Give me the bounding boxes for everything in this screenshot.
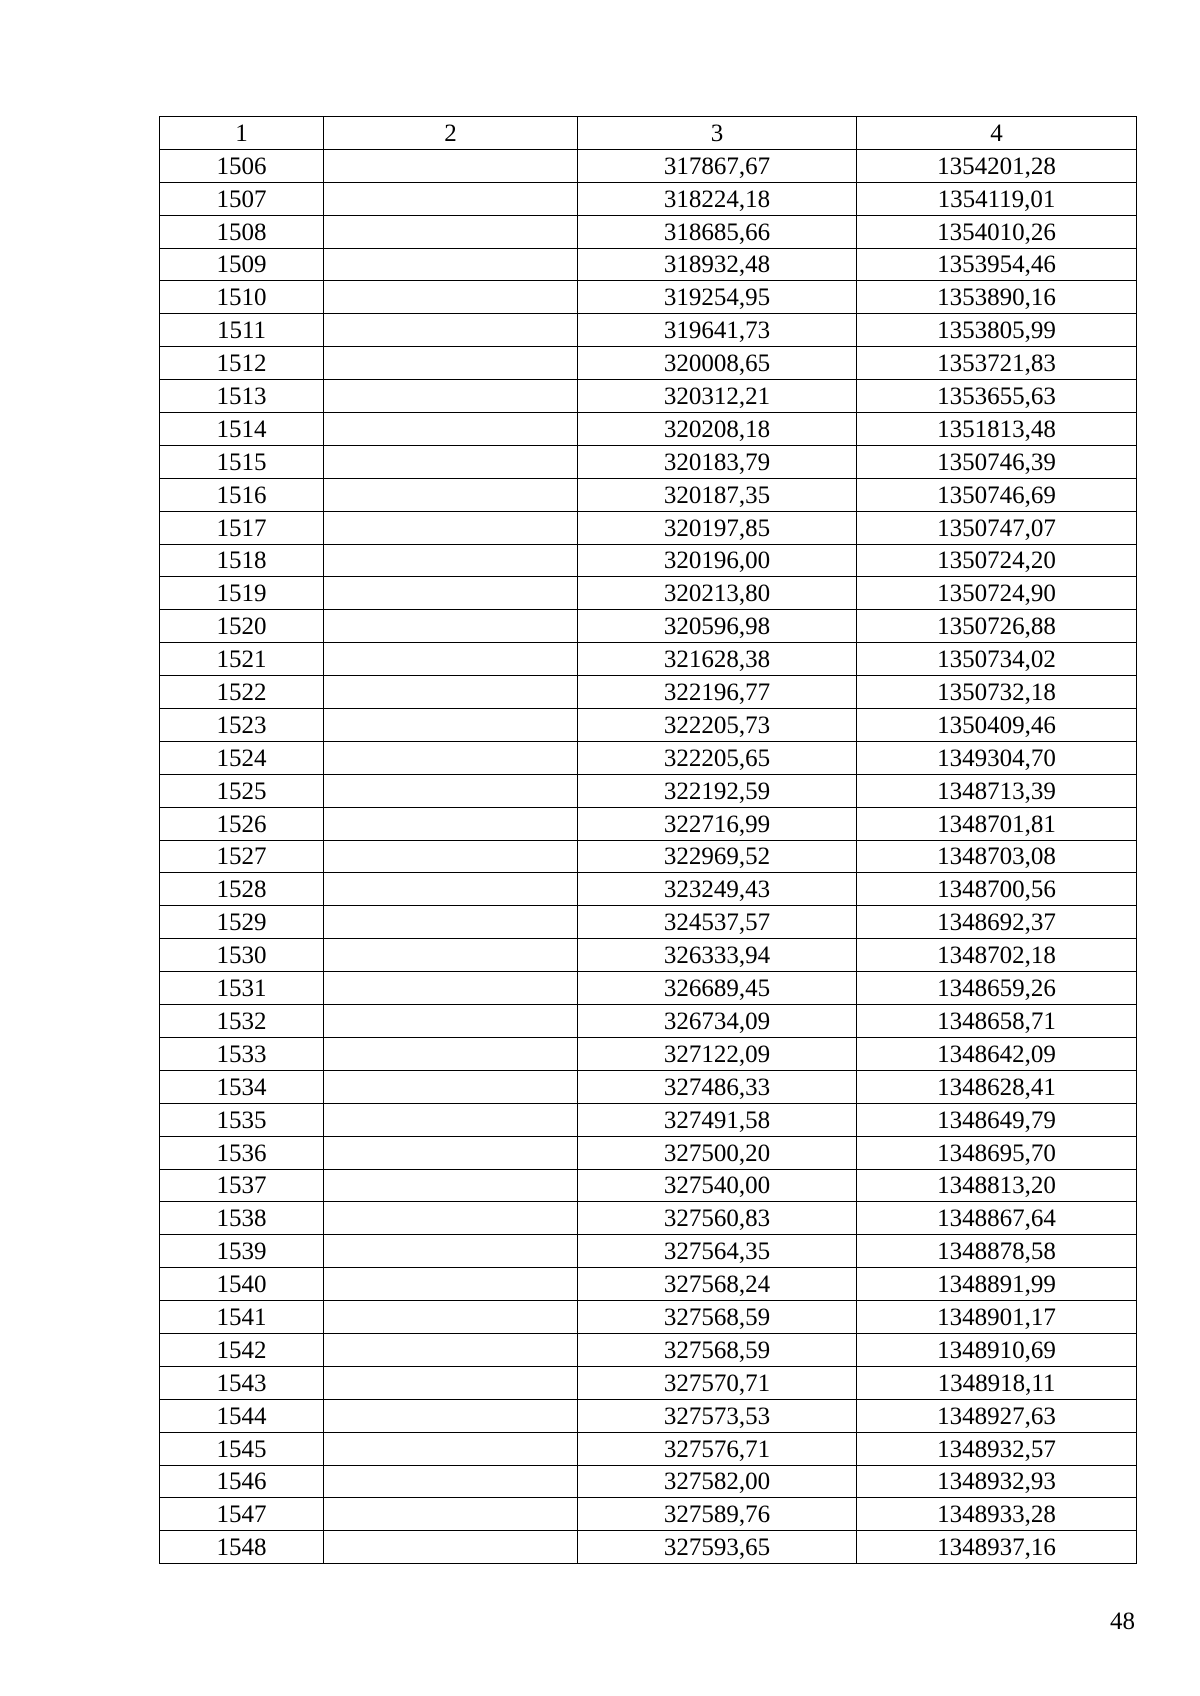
column-2-cell — [324, 939, 578, 972]
x-coordinate: 327500,20 — [578, 1136, 857, 1169]
table-row — [160, 1366, 1137, 1399]
x-coordinate: 317867,67 — [578, 149, 857, 182]
table-header — [160, 117, 1137, 150]
y-coordinate: 1350747,07 — [857, 511, 1137, 544]
table-row — [160, 741, 1137, 774]
column-2-cell — [324, 281, 578, 314]
y-coordinate: 1353890,16 — [857, 281, 1137, 314]
y-coordinate: 1348658,71 — [857, 1005, 1137, 1038]
y-coordinate: 1351813,48 — [857, 413, 1137, 446]
x-coordinate: 327576,71 — [578, 1432, 857, 1465]
table-row — [160, 1169, 1137, 1202]
y-coordinate: 1354119,01 — [857, 182, 1137, 215]
point-number: 1518 — [160, 544, 324, 577]
y-coordinate: 1348927,63 — [857, 1399, 1137, 1432]
point-number: 1528 — [160, 873, 324, 906]
x-coordinate: 320596,98 — [578, 610, 857, 643]
point-number: 1514 — [160, 413, 324, 446]
point-number: 1548 — [160, 1531, 324, 1564]
column-2-cell — [324, 741, 578, 774]
column-2-cell — [324, 709, 578, 742]
x-coordinate: 320213,80 — [578, 577, 857, 610]
y-coordinate: 1348878,58 — [857, 1235, 1137, 1268]
column-2-cell — [324, 1202, 578, 1235]
point-number: 1525 — [160, 774, 324, 807]
y-coordinate: 1350732,18 — [857, 676, 1137, 709]
column-2-cell — [324, 1268, 578, 1301]
point-number: 1530 — [160, 939, 324, 972]
y-coordinate: 1353805,99 — [857, 314, 1137, 347]
table-row — [160, 577, 1137, 610]
point-number: 1541 — [160, 1301, 324, 1334]
column-2-cell — [324, 807, 578, 840]
table-row — [160, 544, 1137, 577]
table-row — [160, 1268, 1137, 1301]
table-row — [160, 413, 1137, 446]
y-coordinate: 1350734,02 — [857, 643, 1137, 676]
x-coordinate: 322969,52 — [578, 840, 857, 873]
point-number: 1515 — [160, 445, 324, 478]
table-row — [160, 1399, 1137, 1432]
table-row — [160, 906, 1137, 939]
column-2-cell — [324, 347, 578, 380]
x-coordinate: 327486,33 — [578, 1070, 857, 1103]
column-2-cell — [324, 182, 578, 215]
y-coordinate: 1348700,56 — [857, 873, 1137, 906]
table-row — [160, 939, 1137, 972]
x-coordinate: 327540,00 — [578, 1169, 857, 1202]
table-row — [160, 281, 1137, 314]
y-coordinate: 1348628,41 — [857, 1070, 1137, 1103]
table-row — [160, 511, 1137, 544]
table-row — [160, 1136, 1137, 1169]
point-number: 1540 — [160, 1268, 324, 1301]
x-coordinate: 322192,59 — [578, 774, 857, 807]
table-row — [160, 972, 1137, 1005]
y-coordinate: 1348702,18 — [857, 939, 1137, 972]
y-coordinate: 1348692,37 — [857, 906, 1137, 939]
point-number: 1532 — [160, 1005, 324, 1038]
point-number: 1527 — [160, 840, 324, 873]
table-row — [160, 149, 1137, 182]
point-number: 1536 — [160, 1136, 324, 1169]
x-coordinate: 322716,99 — [578, 807, 857, 840]
x-coordinate: 322205,73 — [578, 709, 857, 742]
x-coordinate: 320183,79 — [578, 445, 857, 478]
column-2-cell — [324, 314, 578, 347]
column-2-cell — [324, 1169, 578, 1202]
page-number: 48 — [1110, 1608, 1135, 1635]
column-2-cell — [324, 1465, 578, 1498]
x-coordinate: 326689,45 — [578, 972, 857, 1005]
point-number: 1538 — [160, 1202, 324, 1235]
column-2-cell — [324, 149, 578, 182]
point-number: 1547 — [160, 1498, 324, 1531]
x-coordinate: 320008,65 — [578, 347, 857, 380]
point-number: 1531 — [160, 972, 324, 1005]
table-row — [160, 215, 1137, 248]
point-number: 1545 — [160, 1432, 324, 1465]
y-coordinate: 1348932,57 — [857, 1432, 1137, 1465]
table-row — [160, 610, 1137, 643]
y-coordinate: 1348659,26 — [857, 972, 1137, 1005]
column-2-cell — [324, 445, 578, 478]
header-row — [160, 117, 1137, 150]
point-number: 1523 — [160, 709, 324, 742]
x-coordinate: 318685,66 — [578, 215, 857, 248]
table-row — [160, 807, 1137, 840]
x-coordinate: 327573,53 — [578, 1399, 857, 1432]
table-row — [160, 840, 1137, 873]
point-number: 1524 — [160, 741, 324, 774]
point-number: 1522 — [160, 676, 324, 709]
x-coordinate: 327564,35 — [578, 1235, 857, 1268]
y-coordinate: 1348642,09 — [857, 1037, 1137, 1070]
y-coordinate: 1353721,83 — [857, 347, 1137, 380]
y-coordinate: 1348867,64 — [857, 1202, 1137, 1235]
y-coordinate: 1350746,69 — [857, 478, 1137, 511]
y-coordinate: 1348703,08 — [857, 840, 1137, 873]
column-2-cell — [324, 1070, 578, 1103]
point-number: 1526 — [160, 807, 324, 840]
column-2-cell — [324, 972, 578, 1005]
column-2-cell — [324, 1498, 578, 1531]
column-2-cell — [324, 610, 578, 643]
column-2-cell — [324, 215, 578, 248]
x-coordinate: 327560,83 — [578, 1202, 857, 1235]
y-coordinate: 1348713,39 — [857, 774, 1137, 807]
column-2-cell — [324, 1103, 578, 1136]
point-number: 1539 — [160, 1235, 324, 1268]
y-coordinate: 1348695,70 — [857, 1136, 1137, 1169]
x-coordinate: 326333,94 — [578, 939, 857, 972]
y-coordinate: 1348649,79 — [857, 1103, 1137, 1136]
point-number: 1537 — [160, 1169, 324, 1202]
column-2-cell — [324, 577, 578, 610]
y-coordinate: 1348918,11 — [857, 1366, 1137, 1399]
y-coordinate: 1350746,39 — [857, 445, 1137, 478]
point-number: 1529 — [160, 906, 324, 939]
point-number: 1507 — [160, 182, 324, 215]
x-coordinate: 327568,24 — [578, 1268, 857, 1301]
x-coordinate: 320196,00 — [578, 544, 857, 577]
x-coordinate: 318932,48 — [578, 248, 857, 281]
column-2-cell — [324, 380, 578, 413]
x-coordinate: 323249,43 — [578, 873, 857, 906]
table-row — [160, 478, 1137, 511]
point-number: 1509 — [160, 248, 324, 281]
column-2-cell — [324, 774, 578, 807]
table-row — [160, 1202, 1137, 1235]
column-2-cell — [324, 1235, 578, 1268]
column-2-cell — [324, 873, 578, 906]
table-row — [160, 1070, 1137, 1103]
column-2-cell — [324, 511, 578, 544]
table-row — [160, 1103, 1137, 1136]
x-coordinate: 324537,57 — [578, 906, 857, 939]
point-number: 1517 — [160, 511, 324, 544]
column-2-cell — [324, 1301, 578, 1334]
y-coordinate: 1348910,69 — [857, 1333, 1137, 1366]
column-2-cell — [324, 1333, 578, 1366]
y-coordinate: 1348933,28 — [857, 1498, 1137, 1531]
y-coordinate: 1353655,63 — [857, 380, 1137, 413]
table-row — [160, 873, 1137, 906]
column-header-3: 3 — [578, 117, 857, 150]
x-coordinate: 327568,59 — [578, 1301, 857, 1334]
table-row — [160, 643, 1137, 676]
y-coordinate: 1350726,88 — [857, 610, 1137, 643]
column-2-cell — [324, 676, 578, 709]
column-2-cell — [324, 248, 578, 281]
y-coordinate: 1348901,17 — [857, 1301, 1137, 1334]
x-coordinate: 327593,65 — [578, 1531, 857, 1564]
x-coordinate: 327122,09 — [578, 1037, 857, 1070]
x-coordinate: 327570,71 — [578, 1366, 857, 1399]
point-number: 1534 — [160, 1070, 324, 1103]
y-coordinate: 1354010,26 — [857, 215, 1137, 248]
point-number: 1542 — [160, 1333, 324, 1366]
column-2-cell — [324, 1366, 578, 1399]
table-row — [160, 1333, 1137, 1366]
column-header-2: 2 — [324, 117, 578, 150]
table-row — [160, 445, 1137, 478]
point-number: 1546 — [160, 1465, 324, 1498]
x-coordinate: 326734,09 — [578, 1005, 857, 1038]
column-2-cell — [324, 1005, 578, 1038]
table-row — [160, 676, 1137, 709]
table-row — [160, 774, 1137, 807]
point-number: 1533 — [160, 1037, 324, 1070]
x-coordinate: 322196,77 — [578, 676, 857, 709]
column-2-cell — [324, 840, 578, 873]
point-number: 1512 — [160, 347, 324, 380]
point-number: 1510 — [160, 281, 324, 314]
y-coordinate: 1349304,70 — [857, 741, 1137, 774]
table-row — [160, 1432, 1137, 1465]
x-coordinate: 319641,73 — [578, 314, 857, 347]
column-2-cell — [324, 643, 578, 676]
x-coordinate: 327568,59 — [578, 1333, 857, 1366]
y-coordinate: 1348891,99 — [857, 1268, 1137, 1301]
table-row — [160, 709, 1137, 742]
coordinates-table — [159, 116, 1137, 1564]
y-coordinate: 1353954,46 — [857, 248, 1137, 281]
y-coordinate: 1354201,28 — [857, 149, 1137, 182]
point-number: 1520 — [160, 610, 324, 643]
table-row — [160, 248, 1137, 281]
table-row — [160, 347, 1137, 380]
table-row — [160, 182, 1137, 215]
y-coordinate: 1348701,81 — [857, 807, 1137, 840]
y-coordinate: 1348813,20 — [857, 1169, 1137, 1202]
x-coordinate: 327589,76 — [578, 1498, 857, 1531]
x-coordinate: 320208,18 — [578, 413, 857, 446]
column-2-cell — [324, 1399, 578, 1432]
x-coordinate: 327491,58 — [578, 1103, 857, 1136]
column-2-cell — [324, 1136, 578, 1169]
table-row — [160, 1037, 1137, 1070]
point-number: 1521 — [160, 643, 324, 676]
point-number: 1535 — [160, 1103, 324, 1136]
table-body — [160, 149, 1137, 1563]
point-number: 1506 — [160, 149, 324, 182]
x-coordinate: 327582,00 — [578, 1465, 857, 1498]
point-number: 1544 — [160, 1399, 324, 1432]
column-2-cell — [324, 1531, 578, 1564]
point-number: 1511 — [160, 314, 324, 347]
table-row — [160, 1005, 1137, 1038]
column-2-cell — [324, 544, 578, 577]
table-row — [160, 314, 1137, 347]
x-coordinate: 318224,18 — [578, 182, 857, 215]
x-coordinate: 321628,38 — [578, 643, 857, 676]
column-header-4: 4 — [857, 117, 1137, 150]
point-number: 1516 — [160, 478, 324, 511]
x-coordinate: 320187,35 — [578, 478, 857, 511]
column-2-cell — [324, 1432, 578, 1465]
table-row — [160, 1531, 1137, 1564]
y-coordinate: 1350724,90 — [857, 577, 1137, 610]
point-number: 1508 — [160, 215, 324, 248]
x-coordinate: 320197,85 — [578, 511, 857, 544]
y-coordinate: 1348937,16 — [857, 1531, 1137, 1564]
table-row — [160, 1498, 1137, 1531]
column-2-cell — [324, 906, 578, 939]
point-number: 1513 — [160, 380, 324, 413]
column-2-cell — [324, 413, 578, 446]
column-header-1: 1 — [160, 117, 324, 150]
table-row — [160, 1235, 1137, 1268]
x-coordinate: 322205,65 — [578, 741, 857, 774]
x-coordinate: 320312,21 — [578, 380, 857, 413]
table-row — [160, 1301, 1137, 1334]
y-coordinate: 1350724,20 — [857, 544, 1137, 577]
column-2-cell — [324, 1037, 578, 1070]
column-2-cell — [324, 478, 578, 511]
y-coordinate: 1348932,93 — [857, 1465, 1137, 1498]
table-row — [160, 1465, 1137, 1498]
point-number: 1543 — [160, 1366, 324, 1399]
y-coordinate: 1350409,46 — [857, 709, 1137, 742]
point-number: 1519 — [160, 577, 324, 610]
x-coordinate: 319254,95 — [578, 281, 857, 314]
table-row — [160, 380, 1137, 413]
